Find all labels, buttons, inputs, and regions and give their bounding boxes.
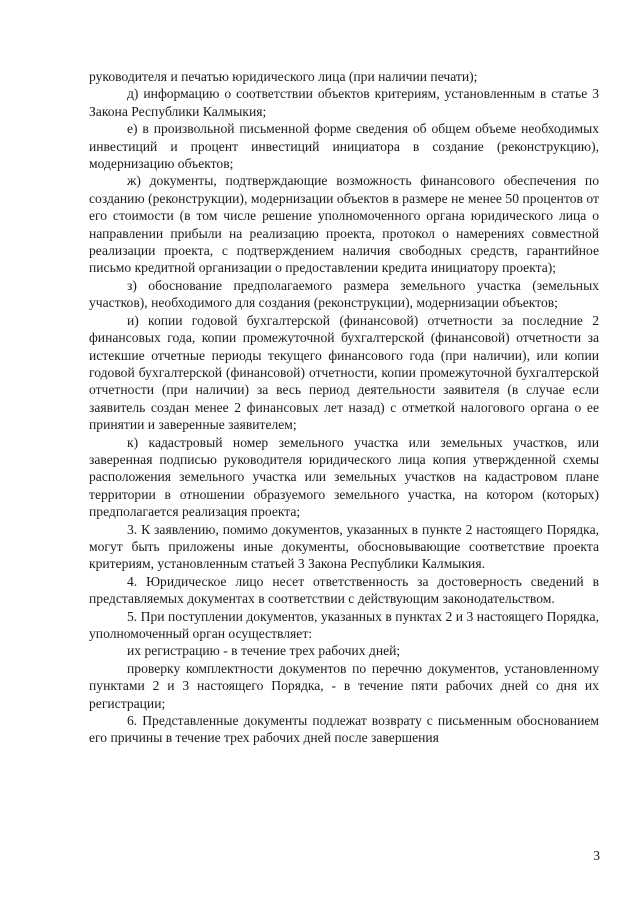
paragraph-clause-5-registration: их регистрацию - в течение трех рабочих дней; bbox=[127, 643, 401, 659]
paragraph-item-k: к) кадастровый номер земельного участка или земельных участков, или заверенная подписью руководителя юридического лица копия утвержденной схемы расположения земельного участка или земельных участков на кадастровом плане территории в отношении образуемого земельного участка, на котором (которых) предполагается реализация проекта; bbox=[89, 434, 599, 520]
paragraph-continuation: руководителя и печатью юридического лица (при наличии печати); bbox=[89, 69, 478, 84]
paragraph-item-z: з) обоснование предполагаемого размера земельного участка (земельных участков), необходимого для создания (реконструкции), модернизации объектов; bbox=[89, 277, 599, 311]
paragraph-clause-5: 5. При поступлении документов, указанных в пунктах 2 и 3 настоящего Порядка, уполномоченный орган осуществляет: bbox=[89, 608, 599, 641]
page-number: 3 bbox=[593, 848, 600, 863]
paragraph-clause-3: 3. К заявлению, помимо документов, указанных в пункте 2 настоящего Порядка, могут быть приложены иные документы, обосновывающие соответствие проекта критериям, установленным статьей 3 Закона Республики Калмыкия. bbox=[89, 521, 599, 572]
paragraph-item-d: д) информацию о соответствии объектов критериям, установленным в статье 3 Закона Республики Калмыкия; bbox=[89, 86, 599, 119]
paragraph-clause-5-check: проверку комплектности документов по перечню документов, установленному пунктами 2 и 3 настоящего Порядка, - в течение пяти рабочих дней со дня их регистрации; bbox=[89, 660, 599, 711]
paragraph-item-e: е) в произвольной письменной форме сведения об общем объеме необходимых инвестиций и процент инвестиций инициатора в создание (реконструкцию), модернизацию объектов; bbox=[89, 121, 599, 172]
paragraph-item-i: и) копии годовой бухгалтерской (финансовой) отчетности за последние 2 финансовых года, копии промежуточной бухгалтерской (финансовой) отчетности за истекшие отчетные периоды текущего финансового года (при наличии), или копии годовой бухгалтерской (финансовой) отчетности, копии промежуточной бухгалтерской отчетности (при наличии) за весь период деятельности заявителя (в случае если заявитель создан менее 2 финансовых лет назад) с отметкой налогового органа о ее принятии и заверенные заявителем; bbox=[89, 312, 599, 433]
paragraph-item-zh: ж) документы, подтверждающие возможность финансового обеспечения по созданию (реконструкции), модернизации объектов в размере не менее 50 процентов от его стоимости (в том числе решение уполномоченного органа юридического лица о направлении прибыли на реализацию проекта, протокол о намерениях совместной реализации проекта, с подтверждением наличия свободных средств, гарантийное письмо кредитной организации о предоставлении кредита инициатору проекта); bbox=[89, 173, 599, 276]
document-body bbox=[89, 68, 599, 747]
paragraph-clause-6: 6. Представленные документы подлежат возврату с письменным обоснованием его причины в течение трех рабочих дней после завершения bbox=[89, 713, 599, 746]
paragraph-clause-4: 4. Юридическое лицо несет ответственность за достоверность сведений в представляемых документах в соответствии с действующим законодательством. bbox=[89, 573, 599, 607]
